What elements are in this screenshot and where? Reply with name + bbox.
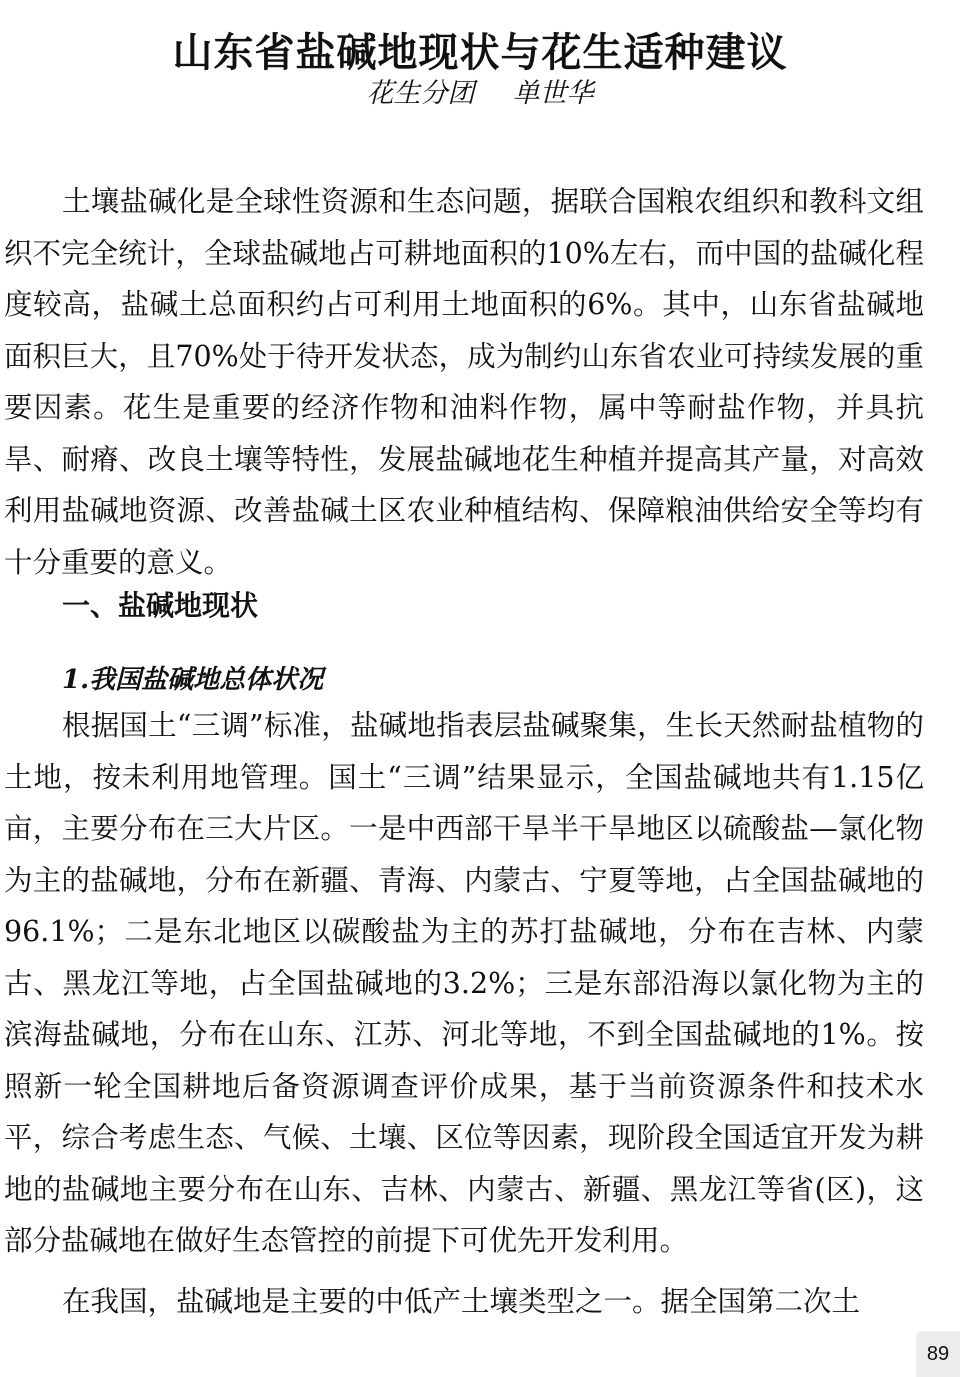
intro-paragraph: 土壤盐碱化是全球性资源和生态问题，据联合国粮农组织和教科文组织不完全统计，全球盐碱地占可耕地面积的10%左右，而中国的盐碱化程度较高，盐碱土总面积约占可利用土地面积的6%。其中，山东省盐碱地面积巨大，且70%处于待开发状态，成为制约山东省农业可持续发展的重要因素。花生是重要的经济作物和油料作物，属中等耐盐作物，并具抗旱、耐瘠、改良土壤等特性，发展盐碱地花生种植并提高其产量，对高效利用盐碱地资源、改善盐碱土区农业种植结构、保障粮油供给安全等均有十分重要的意义。 [4,185,924,579]
author-name: 单世华 [512,78,594,109]
article-title: 山东省盐碱地现状与花生适种建议 [172,28,788,76]
body-paragraph-2: 根据国土“三调”标准，盐碱地指表层盐碱聚集，生长天然耐盐植物的土地，按未利用地管理。国土“三调”结果显示，全国盐碱地共有1.15亿亩，主要分布在三大片区。一是中西部干旱半干旱地区以硫酸盐—氯化物为主的盐碱地，分布在新疆、青海、内蒙古、宁夏等地，占全国盐碱地的96.1%；二是东北地区以碳酸盐为主的苏打盐碱地，分布在吉林、内蒙古、黑龙江等地，占全国盐碱地的3.2%；三是东部沿海以氯化物为主的滨海盐碱地，分布在山东、江苏、河北等地，不到全国盐碱地的1%。按照新一轮全国耕地后备资源调查评价成果，基于当前资源条件和技术水平，综合考虑生态、气候、土壤、区位等因素，现阶段全国适宜开发为耕地的盐碱地主要分布在山东、吉林、内蒙古、新疆、黑龙江等省(区)，这部分盐碱地在做好生态管控的前提下可优先开发利用。 [4,709,924,1257]
section-heading: 一、盐碱地现状 [62,589,259,622]
subsection-heading: 1.我国盐碱地总体状况 [62,665,324,695]
author-line [0,74,960,114]
body-paragraph-3: 在我国，盐碱地是主要的中低产土壤类型之一。据全国第二次土 [62,1285,861,1318]
author-group: 花生分团 [366,78,475,109]
page-number: 89 [916,1331,960,1377]
